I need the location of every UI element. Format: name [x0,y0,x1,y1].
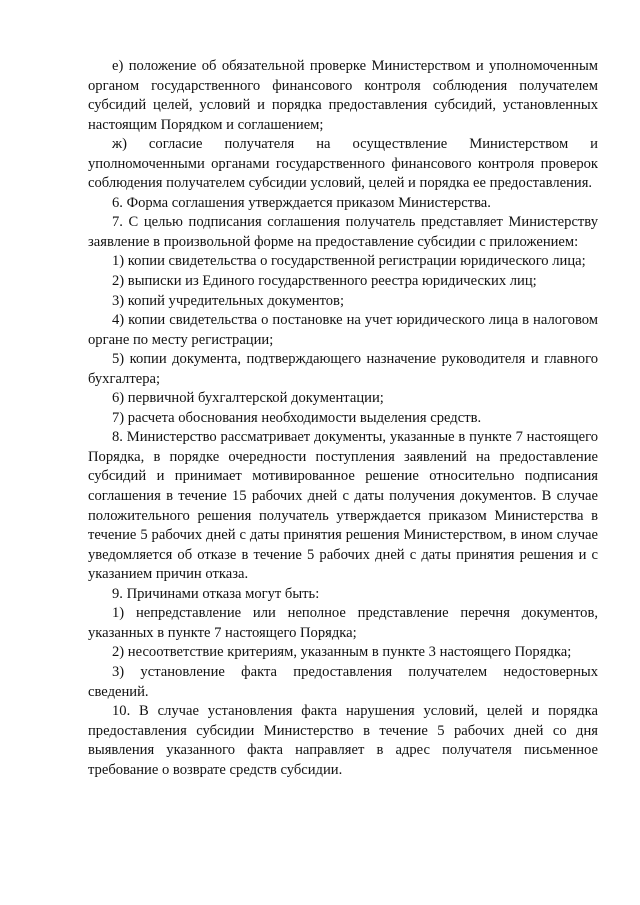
paragraph-point-7-item-6: 6) первичной бухгалтерской документации; [112,390,384,407]
paragraph-point-9-item-3: 3) установление факта предоставления получателем недостоверных сведений. [88,663,598,700]
paragraph-point-7-item-7: 7) расчета обоснования необходимости выделения средств. [112,409,482,426]
document-body [88,57,598,780]
paragraph-point-7-item-1: 1) копии свидетельства о государственной регистрации юридического лица; [112,253,586,270]
paragraph-item-e: е) положение об обязательной проверке Министерством и уполномоченным органом государственного финансового контроля соблюдения получателем субсидий целей, условий и порядка предоставления субсидий, установленных настоящим Порядком и соглашением; [88,58,598,133]
paragraph-point-7-item-3: 3) копий учредительных документов; [112,292,344,309]
paragraph-point-6: 6. Форма соглашения утверждается приказом Министерства. [112,194,491,211]
paragraph-point-9-item-1: 1) непредставление или неполное представление перечня документов, указанных в пункте 7 настоящего Порядка; [88,605,598,641]
paragraph-point-7-item-5: 5) копии документа, подтверждающего назначение руководителя и главного бухгалтера; [88,351,598,387]
paragraph-point-7: 7. С целью подписания соглашения получатель представляет Министерству заявление в произвольной форме на предоставление субсидии с приложением: [88,214,598,250]
paragraph-point-9: 9. Причинами отказа могут быть: [112,585,320,602]
paragraph-point-8: 8. Министерство рассматривает документы, указанные в пункте 7 настоящего Порядка, в порядке очередности поступления заявлений на предоставление субсидий и принимает мотивированное решение относительно подписания соглашения в течение 15 рабочих дней с даты получения документов. В случае положительного решения получатель утверждается приказом Министерства в течение 5 рабочих дней с даты принятия решения Министерством, в ином случае уведомляется об отказе в течение 5 рабочих дней с даты принятия решения и с указанием причин отказа. [88,429,598,583]
paragraph-point-9-item-2: 2) несоответствие критериям, указанным в пункте 3 настоящего Порядка; [112,644,572,661]
paragraph-point-7-item-4: 4) копии свидетельства о постановке на учет юридического лица в налоговом органе по месту регистрации; [88,312,598,348]
paragraph-item-zh: ж) согласие получателя на осуществление Министерством и уполномоченными органами государственного финансового контроля проверок соблюдения получателем субсидии условий, целей и порядка ее предоставления. [88,136,598,192]
paragraph-point-7-item-2: 2) выписки из Единого государственного реестра юридических лиц; [112,273,537,290]
paragraph-point-10: 10. В случае установления факта нарушения условий, целей и порядка предоставления субсидии Министерство в течение 5 рабочих дней со дня выявления указанного факта направляет в адрес получателя письменное требование о возврате средств субсидии. [88,703,598,778]
